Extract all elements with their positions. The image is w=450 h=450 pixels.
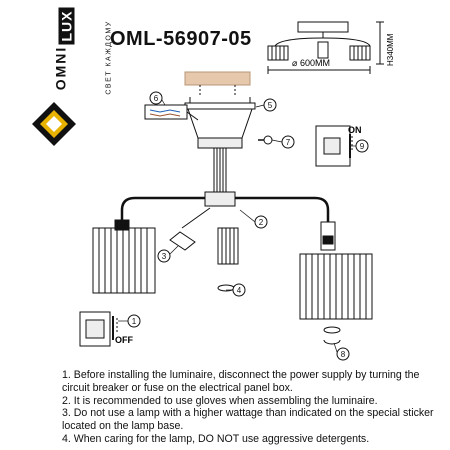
switch-on-box [316, 126, 352, 166]
callout-9: 9 [359, 142, 365, 151]
callout-8: 8 [340, 350, 346, 359]
callout-2: 2 [258, 218, 264, 227]
instruction-2: 2. It is recommended to use gloves when assembling the luminaire. [62, 394, 378, 407]
left-lampshade [93, 220, 155, 293]
canopy [185, 97, 255, 206]
model-number: OML-56907-05 [110, 28, 252, 50]
callout-7: 7 [285, 138, 291, 147]
dimension-diameter: 600MM [300, 58, 331, 68]
instruction-3: 3. Do not use a lamp with a higher wattage than indicated on the special sticker located on the lamp base. [62, 407, 434, 433]
callout-5: 5 [267, 101, 273, 110]
callout-4: 4 [236, 286, 242, 295]
dimension-diameter-symbol: ⌀ [292, 58, 298, 68]
center-lampshade [218, 228, 238, 291]
brand-lux: LUX [59, 8, 75, 45]
dimension-height: H340MM [386, 33, 395, 66]
switch-off-label: OFF [115, 335, 133, 345]
instruction-4: 4. When caring for the lamp, DO NOT use aggressive detergents. [62, 432, 370, 445]
right-lampshade [300, 222, 372, 319]
screw-detail [258, 136, 272, 144]
instructions-block [62, 369, 446, 446]
switch-on-label: ON [348, 125, 362, 135]
brand-omni: OMNI [52, 45, 69, 91]
callout-6: 6 [153, 94, 159, 103]
instruction-1: 1. Before installing the luminaire, disconnect the power supply by turning the circuit breaker or fuse on the electrical panel box. [62, 369, 420, 394]
cap-detail [324, 327, 340, 344]
brand-slogan: СВЕТ КАЖДОМУ [105, 20, 113, 95]
bulb-detail [170, 208, 210, 250]
ceiling-plate [185, 72, 250, 95]
switch-off-box [80, 312, 117, 346]
callout-3: 3 [161, 252, 167, 261]
callout-1: 1 [131, 317, 137, 326]
